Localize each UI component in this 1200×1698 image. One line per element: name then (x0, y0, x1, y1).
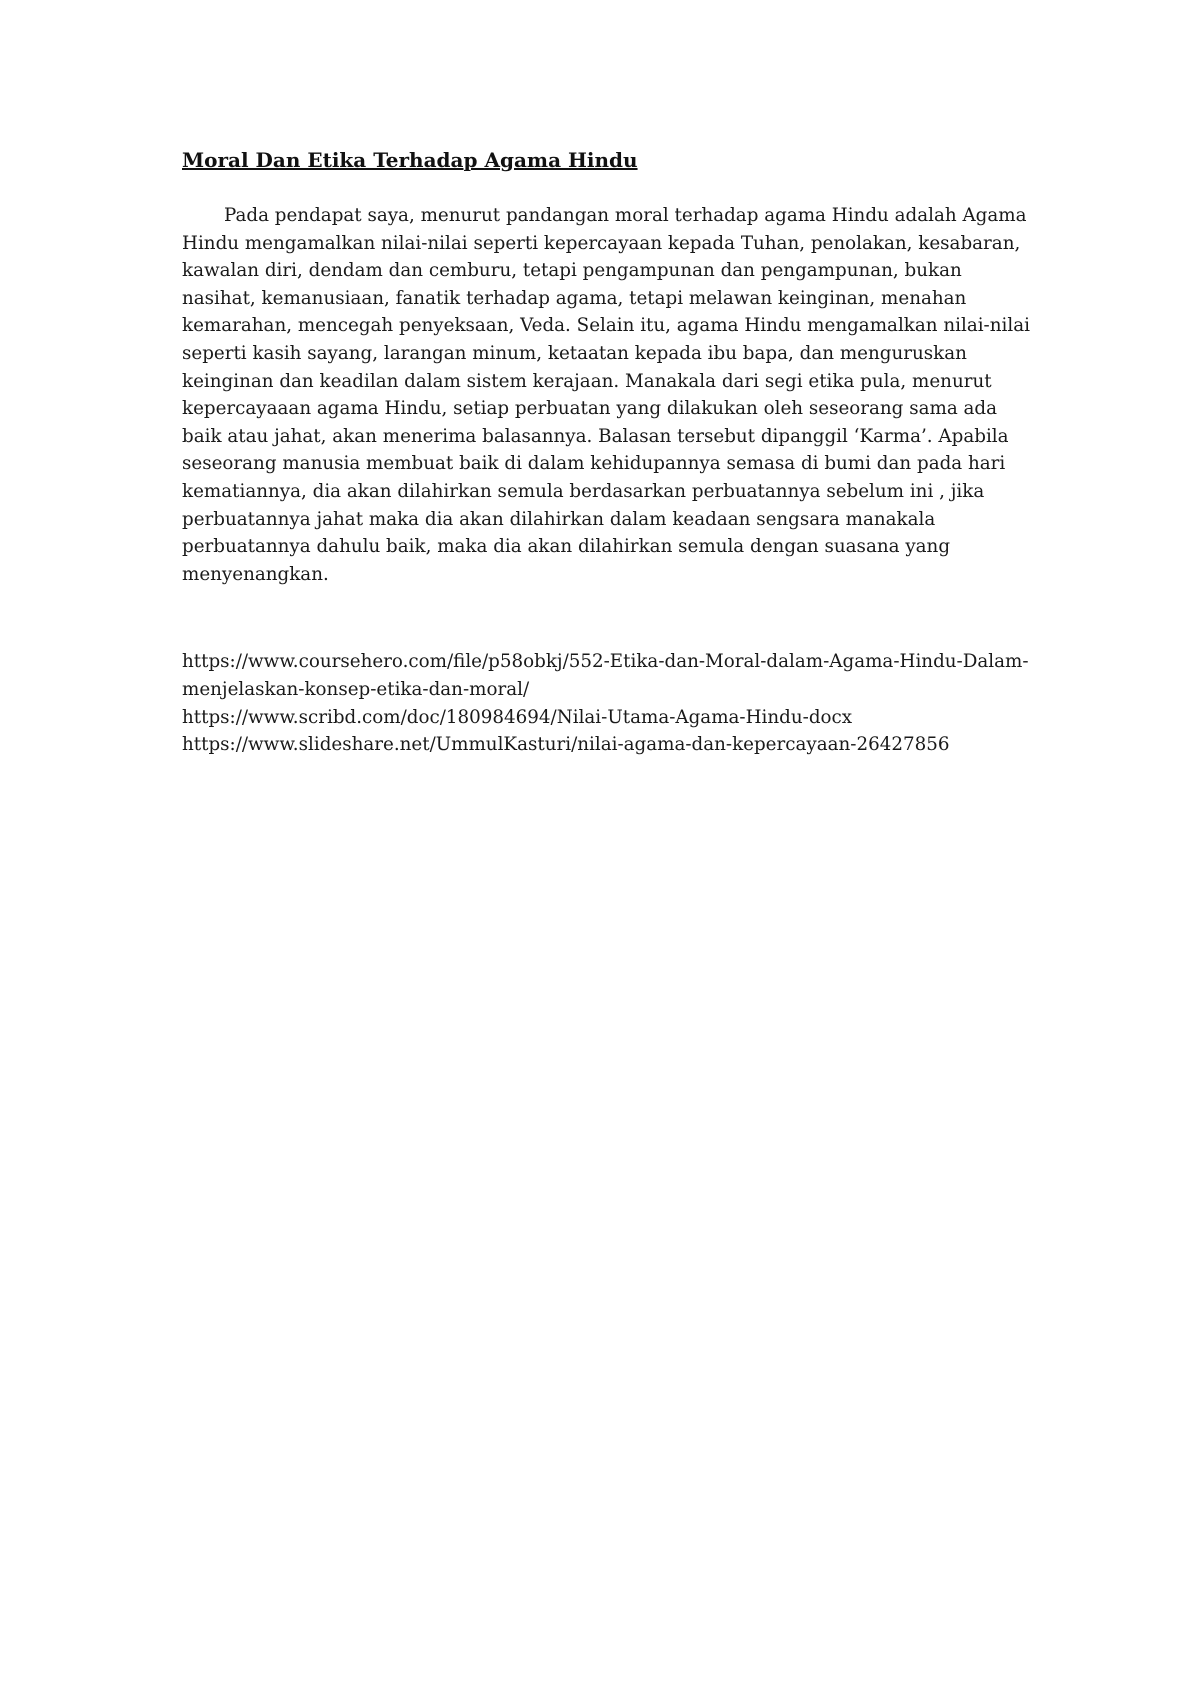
reference-list (182, 648, 1032, 758)
reference-link-scribd[interactable]: https://www.scribd.com/doc/180984694/Nilai-Utama-Agama-Hindu-docx (182, 706, 853, 728)
reference-link-coursehero[interactable]: https://www.coursehero.com/file/p58obkj/552-Etika-dan-Moral-dalam-Agama-Hindu-Dalam-menjelaskan-konsep-etika-dan-moral/ (182, 651, 1029, 700)
body-paragraph: Pada pendapat saya, menurut pandangan moral terhadap agama Hindu adalah Agama Hindu mengamalkan nilai-nilai seperti kepercayaan kepada Tuhan, penolakan, kesabaran, kawalan diri, dendam dan cemburu, tetapi pengampunan dan pengampunan, bukan nasihat, kemanusiaan, fanatik terhadap agama, tetapi melawan keinginan, menahan kemarahan, mencegah penyeksaan, Veda. Selain itu, agama Hindu mengamalkan nilai-nilai seperti kasih sayang, larangan minum, ketaatan kepada ibu bapa, dan menguruskan keinginan dan keadilan dalam sistem kerajaan. Manakala dari segi etika pula, menurut kepercayaaan agama Hindu, setiap perbuatan yang dilakukan oleh seseorang sama ada baik atau jahat, akan menerima balasannya. Balasan tersebut dipanggil ‘Karma’. Apabila seseorang manusia membuat baik di dalam kehidupannya semasa di bumi dan pada hari kematiannya, dia akan dilahirkan semula berdasarkan perbuatannya sebelum ini , jika perbuatannya jahat maka dia akan dilahirkan dalam keadaan sengsara manakala perbuatannya dahulu baik, maka dia akan dilahirkan semula dengan suasana yang menyenangkan. (182, 205, 1030, 585)
document-content (182, 146, 1032, 759)
reference-link-slideshare[interactable]: https://www.slideshare.net/UmmulKasturi/nilai-agama-dan-kepercayaan-26427856 (182, 734, 950, 756)
document-title: Moral Dan Etika Terhadap Agama Hindu (182, 148, 638, 172)
